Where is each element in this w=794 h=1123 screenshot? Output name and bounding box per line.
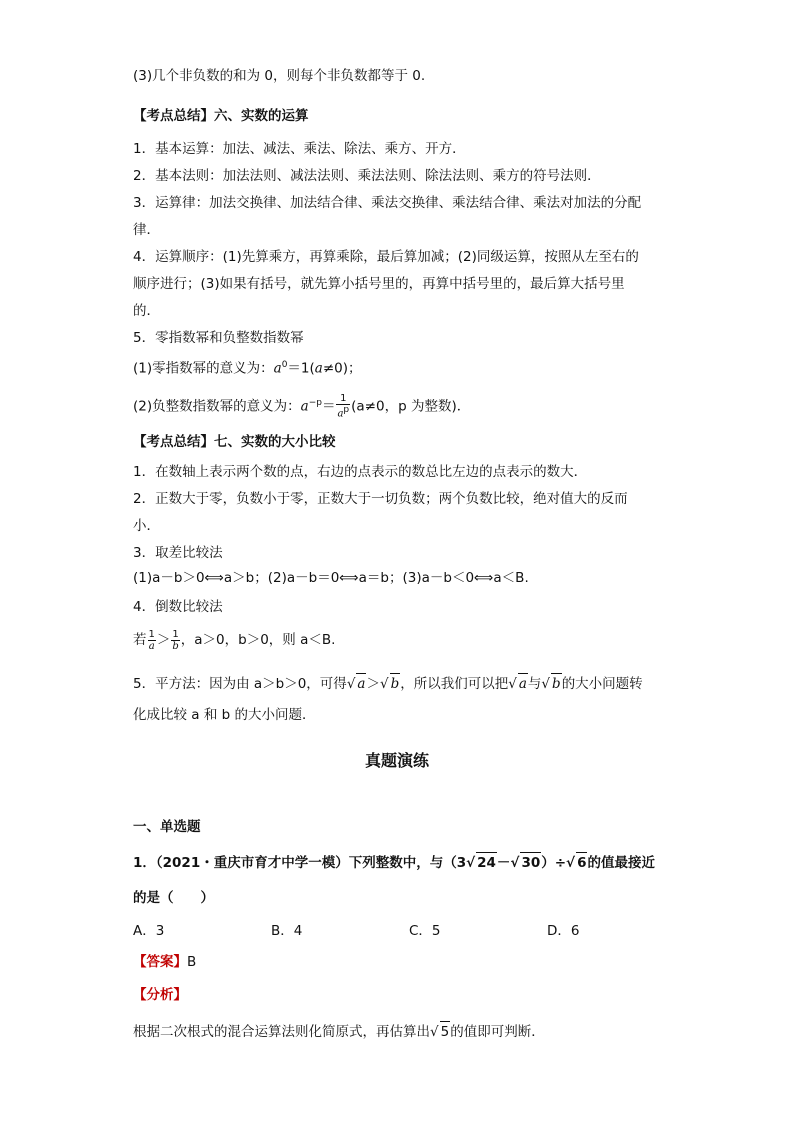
option-d: D．6: [547, 923, 580, 939]
reciprocal-line: 若 $\frac{1}{a}$ ＞ $\frac{1}{b}$ ，a＞0，b＞0，则 a＜B.: [133, 628, 336, 652]
heading-7: 【考点总结】七、实数的大小比较: [133, 434, 336, 450]
text-line: 化成比较 a 和 b 的大小问题．: [133, 707, 316, 723]
fraction: $\frac{1}{a^p}$: [337, 393, 350, 420]
zero-exponent-line: (1)零指数幂的意义为：$a^0=1(a\ne 0)$；: [133, 360, 362, 377]
answer-line: [133, 952, 196, 972]
question-stem-cont: 的是（ ）: [133, 890, 214, 906]
text-line: 5．零指数幂和负整数指数幂: [133, 330, 304, 346]
text-line: 2．正数大于零，负数小于零，正数大于一切负数；两个负数比较，绝对值大的反而: [133, 491, 628, 507]
heading-6: 【考点总结】六、实数的运算: [133, 108, 309, 124]
text-line: 的．: [133, 303, 160, 319]
answer-label: 【答案】: [133, 954, 187, 970]
text-line: 1．在数轴上表示两个数的点，右边的点表示的数总比左边的点表示的数大．: [133, 464, 588, 480]
option-b: B．4: [271, 923, 303, 939]
text-line: 顺序进行；(3)如果有括号，就先算小括号里的，再算中括号里的，最后算大括号里: [133, 276, 625, 292]
text-line: 3．运算律：加法交换律、加法结合律、乘法交换律、乘法结合律、乘法对加法的分配: [133, 195, 642, 211]
text-line: 4．运算顺序：(1)先算乘方，再算乘除，最后算加减；(2)同级运算，按照从左至右的: [133, 249, 639, 265]
answer-value: B: [187, 954, 197, 970]
text-line: (3)几个非负数的和为 0，则每个非负数都等于 0.: [133, 68, 426, 84]
text-line: (1)a－b＞0⟺a＞b；(2)a－b＝0⟺a＝b；(3)a－b＜0⟺a＜B.: [133, 570, 529, 586]
text-line: 小．: [133, 518, 160, 534]
text-line: 4．倒数比较法: [133, 599, 223, 615]
question-stem: 1．（2021・重庆市育才中学一模）下列整数中，与（3√ 24－√ 30）÷√ 6的值最接近: [133, 852, 655, 873]
analysis-label: 【分析】: [133, 987, 187, 1003]
text-line: 1．基本运算：加法、减法、乘法、除法、乘方、开方．: [133, 141, 466, 157]
text-line: 3．取差比较法: [133, 545, 223, 561]
negative-exponent-line: (2)负整数指数幂的意义为：$a^{-p}=$ $\frac{1}{a^p}$ (a≠0，p 为整数)．: [133, 393, 471, 420]
question-type: 一、单选题: [133, 819, 201, 835]
options-row: [133, 921, 685, 941]
section-title: 真题演练: [364, 751, 429, 770]
text-line: 2．基本法则：加法法则、减法法则、乘法法则、除法法则、乘方的符号法则．: [133, 168, 601, 184]
analysis-text: 根据二次根式的混合运算法则化简原式，再估算出√ 5的值即可判断．: [133, 1021, 545, 1042]
text-line: 律．: [133, 222, 160, 238]
option-c: C．5: [409, 923, 441, 939]
square-method-line: 5．平方法：因为由 a＞b＞0，可得√ a＞√ b，所以我们可以把√ a与√ b的大小问题转: [133, 673, 643, 694]
option-a: A．3: [133, 923, 165, 939]
